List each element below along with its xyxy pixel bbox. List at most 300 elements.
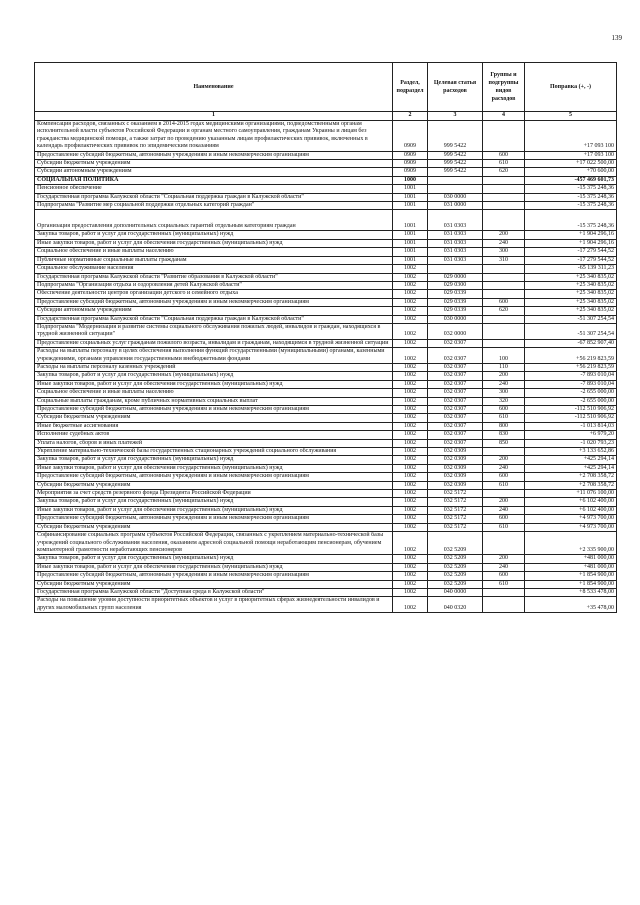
row-target-article: 032 0307 [428,372,483,380]
row-section-code: 1001 [393,256,428,264]
column-number: 4 [483,112,525,121]
row-section-code: 1002 [393,307,428,315]
row-section-code: 1002 [393,490,428,498]
row-amendment-amount: -65 139 311,23 [525,265,617,273]
column-number-row [35,112,617,121]
row-target-article: 040 0320 [428,597,483,613]
row-amendment-amount: +25 340 835,02 [525,281,617,289]
table-row [35,273,617,281]
row-section-code: 1002 [393,456,428,464]
column-number: 2 [393,112,428,121]
row-expense-group: 600 [483,515,525,523]
row-amendment-amount: +25 340 835,02 [525,273,617,281]
row-expense-group: 110 [483,363,525,371]
row-section-code: 1002 [393,372,428,380]
row-expense-group: 600 [483,572,525,580]
row-expense-group [483,281,525,289]
row-target-article: 032 0307 [428,389,483,397]
row-section-code: 1002 [393,265,428,273]
row-target-article: 032 0307 [428,422,483,430]
table-row [35,380,617,388]
row-amendment-amount: -17 279 544,52 [525,248,617,256]
row-target-article: 029 0300 [428,281,483,289]
row-name: Закупка товаров, работ и услуг для государственных (муниципальных) нужд [35,372,393,380]
row-name: Иные закупки товаров, работ и услуг для обеспечения государственных (муниципальных) нужд [35,239,393,247]
row-name: Подпрограмма "Организация отдыха и оздоровления детей Калужской области" [35,281,393,289]
row-name: Иные закупки товаров, работ и услуг для обеспечения государственных (муниципальных) нужд [35,380,393,388]
row-amendment-amount: +25 340 835,02 [525,298,617,306]
row-name: Государственная программа Калужской области "Социальная поддержка граждан в Калужской области" [35,315,393,323]
row-amendment-amount: -7 893 010,04 [525,380,617,388]
header-expense-group: Группы и подгруппы видов расходов [483,63,525,112]
row-target-article: 032 5209 [428,563,483,571]
row-section-code: 1002 [393,422,428,430]
table-row [35,597,617,613]
table-row [35,265,617,273]
row-expense-group: 610 [483,160,525,168]
row-name: Закупка товаров, работ и услуг для государственных (муниципальных) нужд [35,555,393,563]
row-name: Субсидии бюджетным учреждениям [35,414,393,422]
row-amendment-amount: +481 000,00 [525,563,617,571]
row-amendment-amount: +2 708 358,72 [525,473,617,481]
row-amendment-amount: -15 375 248,36 [525,202,617,210]
table-row [35,490,617,498]
row-target-article: 032 0309 [428,456,483,464]
row-expense-group [483,532,525,555]
table-row [35,555,617,563]
table-row [35,506,617,514]
row-name: Предоставление социальных услуг гражданам пожилого возраста, инвалидам и гражданам, находящимся в трудной жизненной ситуации [35,339,393,347]
row-target-article: 999 5422 [428,151,483,159]
table-header-row [35,63,617,112]
table-row [35,210,617,231]
row-expense-group: 240 [483,239,525,247]
table-row [35,523,617,531]
row-section-code: 1002 [393,473,428,481]
row-section-code: 0909 [393,160,428,168]
row-name: Закупка товаров, работ и услуг для государственных (муниципальных) нужд [35,498,393,506]
table-row [35,588,617,596]
table-row [35,298,617,306]
row-section-code: 1002 [393,580,428,588]
row-section-code: 1001 [393,193,428,201]
table-row [35,422,617,430]
row-section-code: 1002 [393,439,428,447]
row-name: Укрепление материально-технической базы государственных стационарных учреждений социального обслуживания [35,448,393,456]
row-name: Мероприятия за счет средств резервного фонда Президента Российской Федерации [35,490,393,498]
row-section-code: 0909 [393,121,428,152]
row-target-article: 032 5209 [428,580,483,588]
table-row [35,121,617,152]
row-section-code: 1002 [393,431,428,439]
row-name: Пенсионное обеспечение [35,185,393,193]
budget-amendments-table [34,62,617,613]
row-target-article: 029 0000 [428,273,483,281]
row-amendment-amount: -15 375 248,36 [525,185,617,193]
row-section-code: 1002 [393,572,428,580]
row-name: Предоставление субсидий бюджетным, автономным учреждениям и иным некоммерческим организациям [35,406,393,414]
row-expense-group [483,490,525,498]
row-target-article: 031 0303 [428,231,483,239]
row-amendment-amount: +6 102 400,00 [525,498,617,506]
row-expense-group: 620 [483,307,525,315]
row-amendment-amount: +25 340 835,02 [525,307,617,315]
row-section-code: 1002 [393,523,428,531]
row-expense-group: 600 [483,406,525,414]
row-target-article: 032 0307 [428,406,483,414]
row-target-article: 032 5209 [428,532,483,555]
row-expense-group: 600 [483,473,525,481]
row-section-code: 1002 [393,481,428,489]
row-amendment-amount: -112 510 906,92 [525,406,617,414]
row-amendment-amount: +56 219 823,59 [525,363,617,371]
row-amendment-amount: +35 478,00 [525,597,617,613]
table-row [35,239,617,247]
row-amendment-amount: -17 279 544,52 [525,256,617,264]
row-amendment-amount: +2 708 358,72 [525,481,617,489]
row-name: Субсидии бюджетным учреждениям [35,160,393,168]
row-amendment-amount: +1 854 900,00 [525,580,617,588]
row-section-code: 1002 [393,597,428,613]
row-section-code: 1002 [393,339,428,347]
row-name: Расходы на повышение уровня доступности приоритетных объектов и услуг в приоритетных сферах жизнедеятельности инвалидов и других маломобильных групп населения [35,597,393,613]
row-name: Предоставление субсидий бюджетным, автономным учреждениям и иным некоммерческим организациям [35,298,393,306]
row-name: Закупка товаров, работ и услуг для государственных (муниципальных) нужд [35,456,393,464]
table-row [35,580,617,588]
row-section-code: 1001 [393,185,428,193]
row-amendment-amount: +17 093 100 [525,151,617,159]
row-expense-group [483,588,525,596]
row-target-article: 032 5209 [428,572,483,580]
row-expense-group [483,273,525,281]
row-name: Субсидии бюджетным учреждениям [35,580,393,588]
row-amendment-amount: +4 973 700,00 [525,523,617,531]
row-expense-group [483,185,525,193]
row-section-code: 1002 [393,506,428,514]
column-number: 3 [428,112,483,121]
row-target-article: 032 0307 [428,380,483,388]
row-expense-group [483,210,525,231]
table-row [35,176,617,184]
row-expense-group [483,315,525,323]
row-target-article: 032 0309 [428,481,483,489]
row-target-article: 029 0339 [428,298,483,306]
row-expense-group: 300 [483,248,525,256]
table-row [35,202,617,210]
row-section-code: 1002 [393,464,428,472]
row-section-code: 1002 [393,363,428,371]
row-section-code: 1002 [393,323,428,339]
row-target-article: 032 0307 [428,414,483,422]
row-target-article: 032 5172 [428,506,483,514]
table-row [35,464,617,472]
row-target-article: 032 0309 [428,473,483,481]
row-target-article: 032 0307 [428,348,483,364]
row-section-code: 1001 [393,210,428,231]
row-target-article: 999 5422 [428,160,483,168]
row-target-article: 029 0339 [428,290,483,298]
row-name: Субсидии автономным учреждениям [35,307,393,315]
row-expense-group: 610 [483,580,525,588]
row-section-code: 1002 [393,389,428,397]
row-amendment-amount: -2 655 000,00 [525,397,617,405]
column-number: 5 [525,112,617,121]
row-amendment-amount: +481 000,00 [525,555,617,563]
table-row [35,439,617,447]
row-section-code: 1000 [393,176,428,184]
row-expense-group: 240 [483,380,525,388]
row-expense-group: 610 [483,414,525,422]
row-name: Обеспечение деятельности центров организации детского и семейного отдыха [35,290,393,298]
row-expense-group: 240 [483,506,525,514]
row-target-article: 032 0307 [428,339,483,347]
row-section-code: 1001 [393,231,428,239]
header-section-code: Раздел, подраздел [393,63,428,112]
row-expense-group: 610 [483,523,525,531]
page-number: 139 [611,34,622,42]
row-name: Социальное обеспечение и иные выплаты населению [35,389,393,397]
row-target-article: 031 0303 [428,210,483,231]
table-row [35,185,617,193]
row-expense-group [483,176,525,184]
row-expense-group [483,339,525,347]
table-row [35,532,617,555]
row-amendment-amount: +17 022 500,00 [525,160,617,168]
row-amendment-amount: +56 219 823,59 [525,348,617,364]
row-name: Социальные выплаты гражданам, кроме публичных нормативных социальных выплат [35,397,393,405]
row-expense-group: 240 [483,464,525,472]
row-name: Государственная программа Калужской области "Социальная поддержка граждан в Калужской области" [35,193,393,201]
table-row [35,307,617,315]
row-amendment-amount: -457 469 601,73 [525,176,617,184]
row-expense-group [483,448,525,456]
row-target-article: 040 0000 [428,588,483,596]
row-section-code: 1002 [393,406,428,414]
row-expense-group: 240 [483,563,525,571]
table-row [35,456,617,464]
row-expense-group: 800 [483,422,525,430]
row-section-code: 1002 [393,281,428,289]
row-section-code: 1002 [393,555,428,563]
row-expense-group: 850 [483,439,525,447]
header-amendment: Поправка (+, -) [525,63,617,112]
row-amendment-amount: +6 979,20 [525,431,617,439]
row-expense-group [483,193,525,201]
header-target-article: Целевая статья расходов [428,63,483,112]
row-section-code: 1002 [393,290,428,298]
row-amendment-amount: -15 375 248,36 [525,193,617,201]
table-row [35,315,617,323]
row-target-article: 032 0000 [428,323,483,339]
row-section-code: 1002 [393,515,428,523]
row-expense-group: 830 [483,431,525,439]
column-number: 1 [35,112,393,121]
row-expense-group [483,323,525,339]
row-target-article: 999 5422 [428,121,483,152]
row-name: Подпрограмма "Модернизация и развитие системы социального обслуживания пожилых людей, инвалидов и граждан, находящихся в трудной жизненной ситуации" [35,323,393,339]
row-amendment-amount: -112 510 906,92 [525,414,617,422]
row-name: Предоставление субсидий бюджетным, автономным учреждениям и иным некоммерческим организациям [35,473,393,481]
row-expense-group: 200 [483,372,525,380]
row-name: Предоставление субсидий бюджетным, автономным учреждениям и иным некоммерческим организациям [35,515,393,523]
row-expense-group [483,202,525,210]
row-name: Социальное обеспечение и иные выплаты населению [35,248,393,256]
row-name: Уплата налогов, сборов и иных платежей [35,439,393,447]
row-name: Иные закупки товаров, работ и услуг для обеспечения государственных (муниципальных) нужд [35,506,393,514]
row-section-code: 1002 [393,448,428,456]
table-row [35,481,617,489]
row-expense-group: 600 [483,298,525,306]
row-name: Предоставление субсидий бюджетным, автономным учреждениям и иным некоммерческим организациям [35,151,393,159]
table-row [35,363,617,371]
row-amendment-amount: +3 133 652,86 [525,448,617,456]
row-name: Государственная программа Калужской области "Доступная среда в Калужской области" [35,588,393,596]
row-expense-group [483,290,525,298]
row-expense-group: 320 [483,397,525,405]
row-name: Иные закупки товаров, работ и услуг для обеспечения государственных (муниципальных) нужд [35,464,393,472]
table-row [35,498,617,506]
table-row [35,231,617,239]
row-amendment-amount: -51 307 254,54 [525,315,617,323]
row-amendment-amount: -15 375 248,36 [525,210,617,231]
row-amendment-amount: +17 093 100 [525,121,617,152]
row-amendment-amount: +11 076 100,00 [525,490,617,498]
table-row [35,160,617,168]
row-expense-group [483,121,525,152]
table-row [35,323,617,339]
table-body [35,121,617,613]
row-name: Закупка товаров, работ и услуг для государственных (муниципальных) нужд [35,231,393,239]
row-expense-group [483,265,525,273]
table-row [35,281,617,289]
row-amendment-amount: +4 973 700,00 [525,515,617,523]
row-target-article [428,176,483,184]
row-name: Софинансирование социальных программ субъектов Российской Федерации, связанных с укреплением материально-технической базы учреждений социального обслуживания населения, оказанием адресной социальной помощи неработающим пенсионерам, обучением компьютерной грамотности неработающих пенсионеров [35,532,393,555]
row-target-article: 032 5172 [428,490,483,498]
table-row [35,348,617,364]
row-expense-group: 300 [483,389,525,397]
row-name: Иные закупки товаров, работ и услуг для обеспечения государственных (муниципальных) нужд [35,563,393,571]
row-amendment-amount: -7 893 010,04 [525,372,617,380]
row-amendment-amount: +25 340 835,02 [525,290,617,298]
row-name: Социальное обслуживание населения [35,265,393,273]
row-section-code: 0909 [393,168,428,176]
row-name: Исполнение судебных актов [35,431,393,439]
row-name: Расходы на выплаты персоналу казенных учреждений [35,363,393,371]
table-row [35,572,617,580]
row-section-code: 1001 [393,239,428,247]
row-amendment-amount: +425 294,14 [525,456,617,464]
row-target-article: 032 5172 [428,523,483,531]
row-section-code: 0909 [393,151,428,159]
table-row [35,290,617,298]
row-target-article: 032 5172 [428,498,483,506]
row-section-code: 1002 [393,348,428,364]
row-target-article [428,265,483,273]
row-expense-group: 620 [483,168,525,176]
row-amendment-amount: +6 102 400,00 [525,506,617,514]
row-target-article: 031 0303 [428,239,483,247]
row-target-article: 030 0000 [428,315,483,323]
row-amendment-amount: +1 854 900,00 [525,572,617,580]
row-section-code: 1002 [393,397,428,405]
table-row [35,515,617,523]
table-row [35,151,617,159]
row-section-code: 1002 [393,563,428,571]
row-target-article: 031 0303 [428,256,483,264]
row-target-article: 032 0307 [428,363,483,371]
row-section-code: 1002 [393,588,428,596]
table-row [35,256,617,264]
row-section-code: 1002 [393,414,428,422]
table-row [35,397,617,405]
row-name: Публичные нормативные социальные выплаты гражданам [35,256,393,264]
row-section-code: 1002 [393,273,428,281]
row-section-code: 1001 [393,202,428,210]
row-name: Подпрограмма "Развитие мер социальной поддержки отдельных категорий граждан" [35,202,393,210]
row-section-code: 1002 [393,298,428,306]
row-name: Организация предоставления дополнительных социальных гарантий отдельным категориям граждан [35,210,393,231]
row-target-article: 032 0307 [428,439,483,447]
row-target-article: 030 0000 [428,193,483,201]
row-amendment-amount: +425 294,14 [525,464,617,472]
row-amendment-amount: +8 533 478,00 [525,588,617,596]
row-amendment-amount: -51 307 254,54 [525,323,617,339]
row-section-code: 1001 [393,248,428,256]
row-expense-group: 100 [483,348,525,364]
row-amendment-amount: -67 852 907,40 [525,339,617,347]
table-row [35,406,617,414]
row-target-article [428,185,483,193]
table-row [35,431,617,439]
row-name: Государственная программа Калужской области "Развитие образования в Калужской области" [35,273,393,281]
row-target-article: 032 5172 [428,515,483,523]
row-target-article: 029 0339 [428,307,483,315]
row-target-article: 032 0309 [428,448,483,456]
row-section-code: 1002 [393,498,428,506]
row-expense-group: 610 [483,481,525,489]
row-amendment-amount: +1 904 296,16 [525,231,617,239]
row-target-article: 999 5422 [428,168,483,176]
row-target-article: 032 0307 [428,431,483,439]
row-amendment-amount: -2 655 000,00 [525,389,617,397]
header-name: Наименование [35,63,393,112]
row-target-article: 031 0303 [428,248,483,256]
table-row [35,193,617,201]
row-amendment-amount: -1 013 814,03 [525,422,617,430]
table-row [35,389,617,397]
row-expense-group: 200 [483,555,525,563]
row-target-article: 032 5209 [428,555,483,563]
table-row [35,414,617,422]
row-section-code: 1002 [393,532,428,555]
row-name: Субсидии бюджетным учреждениям [35,481,393,489]
table-row [35,168,617,176]
row-amendment-amount: +2 335 900,00 [525,532,617,555]
row-amendment-amount: +70 600,00 [525,168,617,176]
table-row [35,448,617,456]
row-expense-group: 200 [483,456,525,464]
row-name: Субсидии бюджетным учреждениям [35,523,393,531]
row-name: Предоставление субсидий бюджетным, автономным учреждениям и иным некоммерческим организациям [35,572,393,580]
row-target-article: 032 0309 [428,464,483,472]
row-amendment-amount: +1 904 296,16 [525,239,617,247]
table-row [35,339,617,347]
row-name: Расходы на выплаты персоналу в целях обеспечения выполнения функций государственными (муниципальными) органами, казенными учреждениями, органами управления государственными внебюджетными фондами [35,348,393,364]
row-expense-group [483,597,525,613]
row-expense-group: 600 [483,151,525,159]
table-row [35,473,617,481]
